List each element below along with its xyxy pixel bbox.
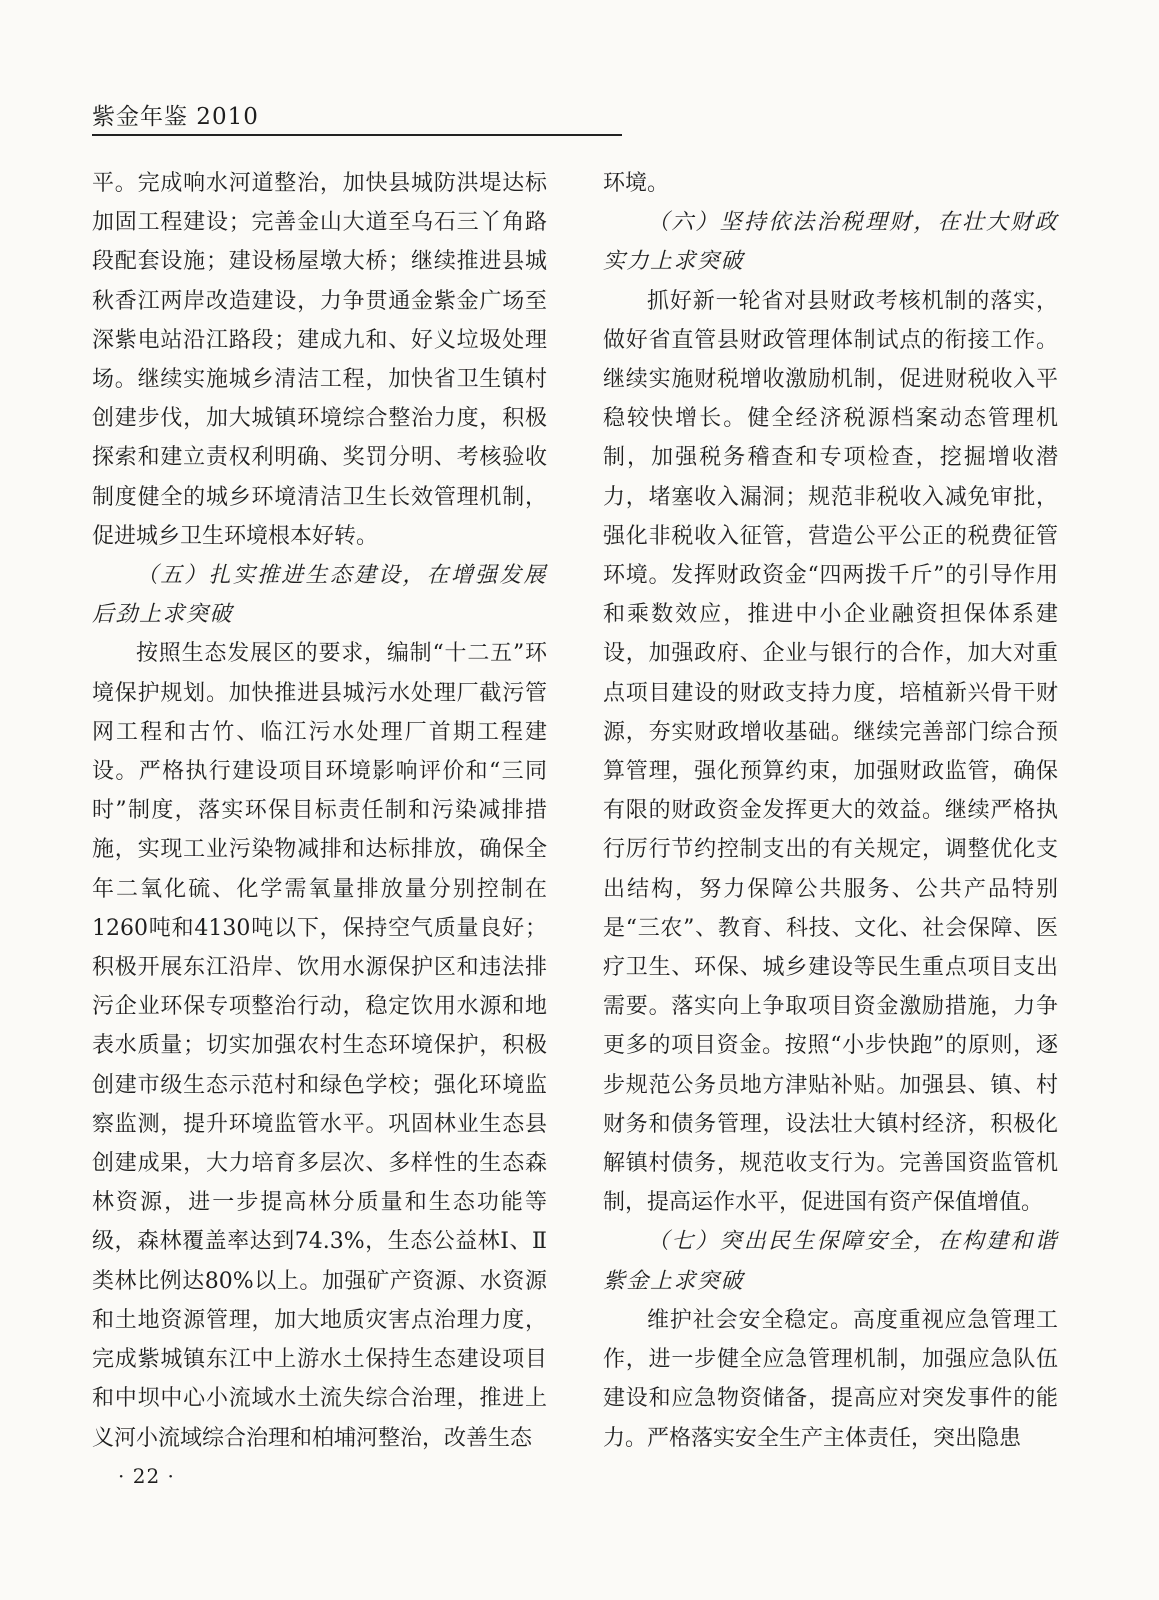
section-heading-7: （七）突出民生保障安全，在构建和谐紫金上求突破 [603, 1229, 1058, 1294]
paragraph: 平。完成响水河道整治，加快县城防洪堤达标加固工程建设；完善金山大道至乌石三丫角路段配套设施；建设杨屋墩大桥；继续推进县城秋香江两岸改造建设，力争贯通金紫金广场至深紫电站沿江路段；建成九和、好义垃圾处理场。继续实施城乡清洁工程，加快省卫生镇村创建步伐，加大城镇环境综合整治力度，积极探索和建立责权利明确、奖罚分明、考核验收制度健全的城乡环境清洁卫生长效管理机制，促进城乡卫生环境根本好转。 [92, 171, 547, 549]
left-column [92, 164, 547, 1458]
running-header: 紫金年鉴 2010 [92, 104, 259, 130]
right-column [603, 164, 1058, 1458]
paragraph: 按照生态发展区的要求，编制“十二五”环境保护规划。加快推进县城污水处理厂截污管网工程和古竹、临江污水处理厂首期工程建设。严格执行建设项目环境影响评价和“三同时”制度，落实环保目标责任制和污染减排措施，实现工业污染物减排和达标排放，确保全年二氧化硫、化学需氧量排放量分别控制在1260吨和4130吨以下，保持空气质量良好；积极开展东江沿岸、饮用水源保护区和违法排污企业环保专项整治行动，稳定饮用水源和地表水质量；切实加强农村生态环境保护，积极创建市级生态示范村和绿色学校；强化环境监察监测，提升环境监管水平。巩固林业生态县创建成果，大力培育多层次、多样性的生态森林资源，进一步提高林分质量和生态功能等级，森林覆盖率达到74.3%，生态公益林Ⅰ、Ⅱ类林比例达80%以上。加强矿产资源、水资源和土地资源管理，加大地质灾害点治理力度，完成紫城镇东江中上游水土保持生态建设项目和中坝中心小流域水土流失综合治理，推进上义河小流域综合治理和柏埔河整治，改善生态 [92, 641, 547, 1451]
paragraph: 维护社会安全稳定。高度重视应急管理工作，进一步健全应急管理机制，加强应急队伍建设和应急物资储备，提高应对突发事件的能力。严格落实安全生产主体责任，突出隐患 [603, 1307, 1058, 1451]
page-number: · 22 · [118, 1464, 175, 1488]
section-heading-5: （五）扎实推进生态建设，在增强发展后劲上求突破 [92, 563, 547, 628]
header-rule [92, 134, 622, 136]
paragraph: 环境。 [603, 171, 670, 196]
paragraph: 抓好新一轮省对县财政考核机制的落实，做好省直管县财政管理体制试点的衔接工作。继续实施财税增收激励机制，促进财税收入平稳较快增长。健全经济税源档案动态管理机制，加强税务稽查和专项检查，挖掘增收潜力，堵塞收入漏洞；规范非税收入减免审批，强化非税收入征管，营造公平公正的税费征管环境。发挥财政资金“四两拨千斤”的引导作用和乘数效应，推进中小企业融资担保体系建设，加强政府、企业与银行的合作，加大对重点项目建设的财政支持力度，培植新兴骨干财源，夯实财政增收基础。继续完善部门综合预算管理，强化预算约束，加强财政监管，确保有限的财政资金发挥更大的效益。继续严格执行厉行节约控制支出的有关规定，调整优化支出结构，努力保障公共服务、公共产品特别是“三农”、教育、科技、文化、社会保障、医疗卫生、环保、城乡建设等民生重点项目支出需要。落实向上争取项目资金激励措施，力争更多的项目资金。按照“小步快跑”的原则，逐步规范公务员地方津贴补贴。加强县、镇、村财务和债务管理，设法壮大镇村经济，积极化解镇村债务，规范收支行为。完善国资监管机制，提高运作水平，促进国有资产保值增值。 [603, 288, 1058, 1216]
section-heading-6: （六）坚持依法治税理财，在壮大财政实力上求突破 [603, 210, 1058, 275]
